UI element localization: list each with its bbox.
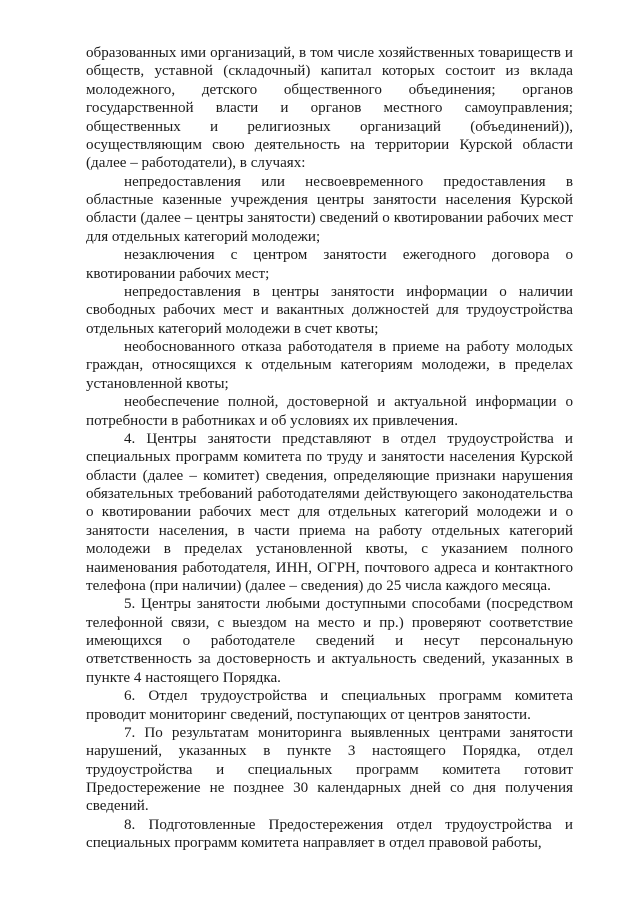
paragraph-case-unjustified-refusal: необоснованного отказа работодателя в приеме на работу молодых граждан, относящихся к отдельным категориям молодежи, в пределах установленной квоты; <box>86 339 573 392</box>
paragraph-case-no-vacancy-info: непредоставления в центры занятости информации о наличии свободных рабочих мест и вакантных должностей для трудоустройства отдельных категорий молодежи в счет квоты; <box>86 283 573 337</box>
paragraph-item-6: 6. Отдел трудоустройства и специальных программ комитета проводит мониторинг сведений, поступающих от центров занятости. <box>86 688 573 723</box>
paragraph-case-nonprovision-quota-info: непредоставления или несвоевременного предоставления в областные казенные учреждения центры занятости населения Курской области (далее – центры занятости) сведений о квотировании рабочих мест для отдельных категорий молодежи; <box>86 173 573 245</box>
paragraph-item-4: 4. Центры занятости представляют в отдел трудоустройства и специальных программ комитета по труду и занятости населения Курской области (далее – комитет) сведения, определяющие признаки нарушения обязательных требований работодателями действующего законодательства о квотировании рабочих мест для отдельных категорий молодежи и о занятости населения, в части приема на работу отдельных категорий молодежи в пределах установленной квоты, с указанием полного наименования работодателя, ИНН, ОГРН, почтового адреса и контактного телефона (при наличии) (далее – сведения) до 25 числа каждого месяца. <box>86 430 573 594</box>
paragraph-item-5: 5. Центры занятости любыми доступными способами (посредством телефонной связи, с выездом на место и пр.) проверяют соответствие имеющихся о работодателе сведений и несут персональную ответственность за достоверность и актуальность сведений, указанных в пункте 4 настоящего Порядка. <box>86 596 573 686</box>
document-body <box>86 44 573 853</box>
paragraph-case-no-agreement: незаключения с центром занятости ежегодного договора о квотировании рабочих мест; <box>86 247 573 282</box>
paragraph-case-no-complete-info: необеспечение полной, достоверной и актуальной информации о потребности в работниках и об условиях их привлечения. <box>86 394 573 429</box>
paragraph-item-7: 7. По результатам мониторинга выявленных центрами занятости нарушений, указанных в пункте 3 настоящего Порядка, отдел трудоустройства и специальных программ комитета готовит Предостережение не позднее 30 календарных дней со дня получения сведений. <box>86 724 573 815</box>
paragraph-item-8: 8. Подготовленные Предостережения отдел трудоустройства и специальных программ комитета направляет в отдел правовой работы, <box>86 816 573 852</box>
paragraph-employers-definition: образованных ими организаций, в том числе хозяйственных товариществ и обществ, уставной (складочный) капитал которых состоит из вклада молодежного, детского общественного объединения; органов государственной власти и органов местного самоуправления; общественных и религиозных организаций (объединений)), осуществляющим свою деятельность на территории Курской области (далее – работодатели), в случаях: <box>86 45 573 172</box>
